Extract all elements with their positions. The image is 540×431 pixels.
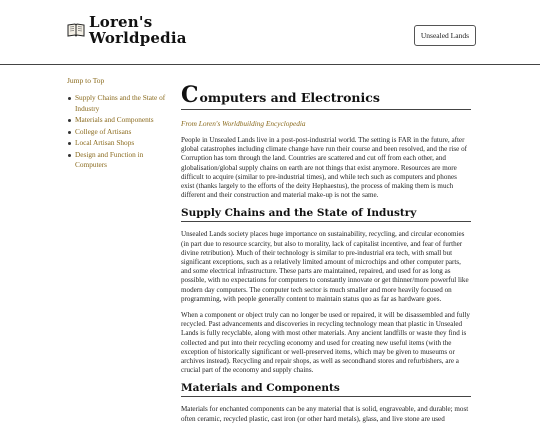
materials-paragraph-1: Materials for enchanted components can be any material that is solid, engraveable, and durable; most often ceramic, recycled plastic, cast iron (or other hard metals), glass, and live stone are used <box>181 405 471 423</box>
toc-item-materials[interactable]: Materials and Components <box>67 115 171 126</box>
site-logo[interactable] <box>67 14 187 46</box>
toc-item-college-of-artisans[interactable]: College of Artisans <box>67 127 171 138</box>
supply-chains-paragraph-2: When a component or object truly can no longer be used or repaired, it will be disassembled and fully recycled. Past advancements and discoveries in recycling technology mean that plastic in Unsealed Lands is fully recyclable, along with most other materials. Any ancient landfills or waste they find is collected and put into their recycling economy and used for creating new useful items (with the exception of historically significant or well-preserved items, which may be given to museums or archives instead). Recycling and repair shops, as well as secondhand stores and refurbishers, are a crucial part of the economy and supply chains. <box>181 311 471 375</box>
article <box>181 85 471 431</box>
toc-item-local-artisan-shops[interactable]: Local Artisan Shops <box>67 138 171 149</box>
title-text: omputers and Electronics <box>200 90 380 105</box>
logo-line-1: Loren's <box>89 13 152 31</box>
site-name <box>89 14 187 46</box>
open-book-icon <box>67 22 85 38</box>
section-heading-materials: Materials and Components <box>181 382 471 397</box>
table-of-contents <box>67 76 171 172</box>
header-divider <box>0 64 540 65</box>
title-drop-cap: C <box>181 85 199 105</box>
toc-item-design-and-function[interactable]: Design and Function in Computers <box>67 150 171 171</box>
unsealed-lands-button[interactable]: Unsealed Lands <box>414 25 476 46</box>
toc-list <box>67 93 171 171</box>
intro-paragraph: People in Unsealed Lands live in a post-post-industrial world. The setting is FAR in the future, after global catastrophes including climate change have run their course and been resolved, and the rise of Corruption has torn through the land. Countries are scattered and cut off from each other, and globalisation/global supply chains on earth are not things that exist anymore. Resources are more difficult to acquire (similar to pre-industrial times), and while tech such as computers and phones exist (thanks largely to the efforts of the deity Hephaestus), the process of making them is much different and their construction and material make-up is not the same. <box>181 136 471 200</box>
logo-line-2: Worldpedia <box>89 30 187 46</box>
section-heading-supply-chains: Supply Chains and the State of Industry <box>181 207 471 222</box>
toc-item-supply-chains[interactable]: Supply Chains and the State of Industry <box>67 93 171 114</box>
jump-to-top-link[interactable]: Jump to Top <box>67 76 171 85</box>
supply-chains-paragraph-1: Unsealed Lands society places huge importance on sustainability, recycling, and circular economies (in part due to resource scarcity, but also to morality, lack of capitalist incentive, and fear of further divine retribution). Much of their technology is similar to pre-industrial era tech, with small but significant exceptions, such as a relatively limited amount of microchips and other computer parts, and some electrical infrastructure. These parts are maintained, repaired, and used for as long as possible, with no expectations for computers to constantly innovate or get thinner/more powerful like modern day computers. The computer tech sector is much smaller and more heavily focused on programming, with people generally content to maintain status quo as far as hardware goes. <box>181 230 471 304</box>
page-title <box>181 85 471 110</box>
site-header <box>0 0 540 62</box>
source-link[interactable]: From Loren's Worldbuilding Encyclopedia <box>181 119 471 128</box>
